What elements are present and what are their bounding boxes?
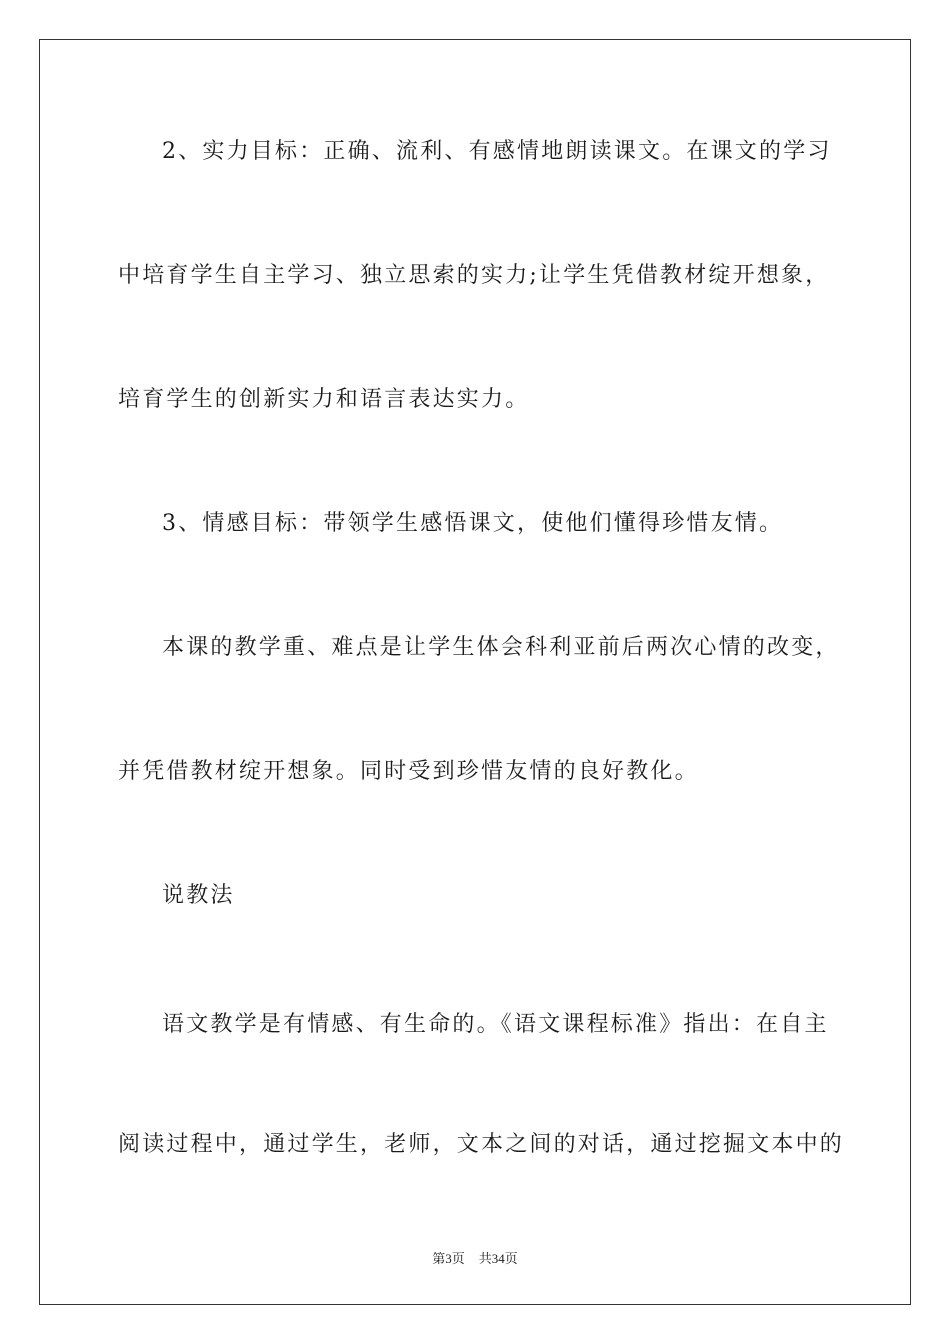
text-line: 培育学生的创新实力和语言表达实力。 [118,387,530,412]
text-line: 阅读过程中，通过学生，老师，文本之间的对话，通过挖掘文本中的 [118,1132,845,1157]
text-line: 并凭借教材绽开想象。同时受到珍惜友情的良好教化。 [118,759,699,784]
text-line: 2、实力目标：正确、流利、有感情地朗读课文。在课文的学习 [162,139,832,164]
text-line: 3、情感目标：带领学生感悟课文，使他们懂得珍惜友情。 [162,511,784,536]
text-line: 语文教学是有情感、有生命的。《语文课程标准》指出：在自主 [162,1012,829,1037]
text-line: 本课的教学重、难点是让学生体会科利亚前后两次心情的改变， [162,635,840,660]
section-heading: 说教法 [162,883,235,908]
total-pages: 共34页 [478,1251,518,1266]
text-line: 中培育学生自主学习、独立思索的实力;让学生凭借教材绽开想象， [118,263,830,288]
page-footer [0,1250,950,1268]
page-frame [39,39,911,1305]
page-number: 第3页 [432,1251,465,1266]
